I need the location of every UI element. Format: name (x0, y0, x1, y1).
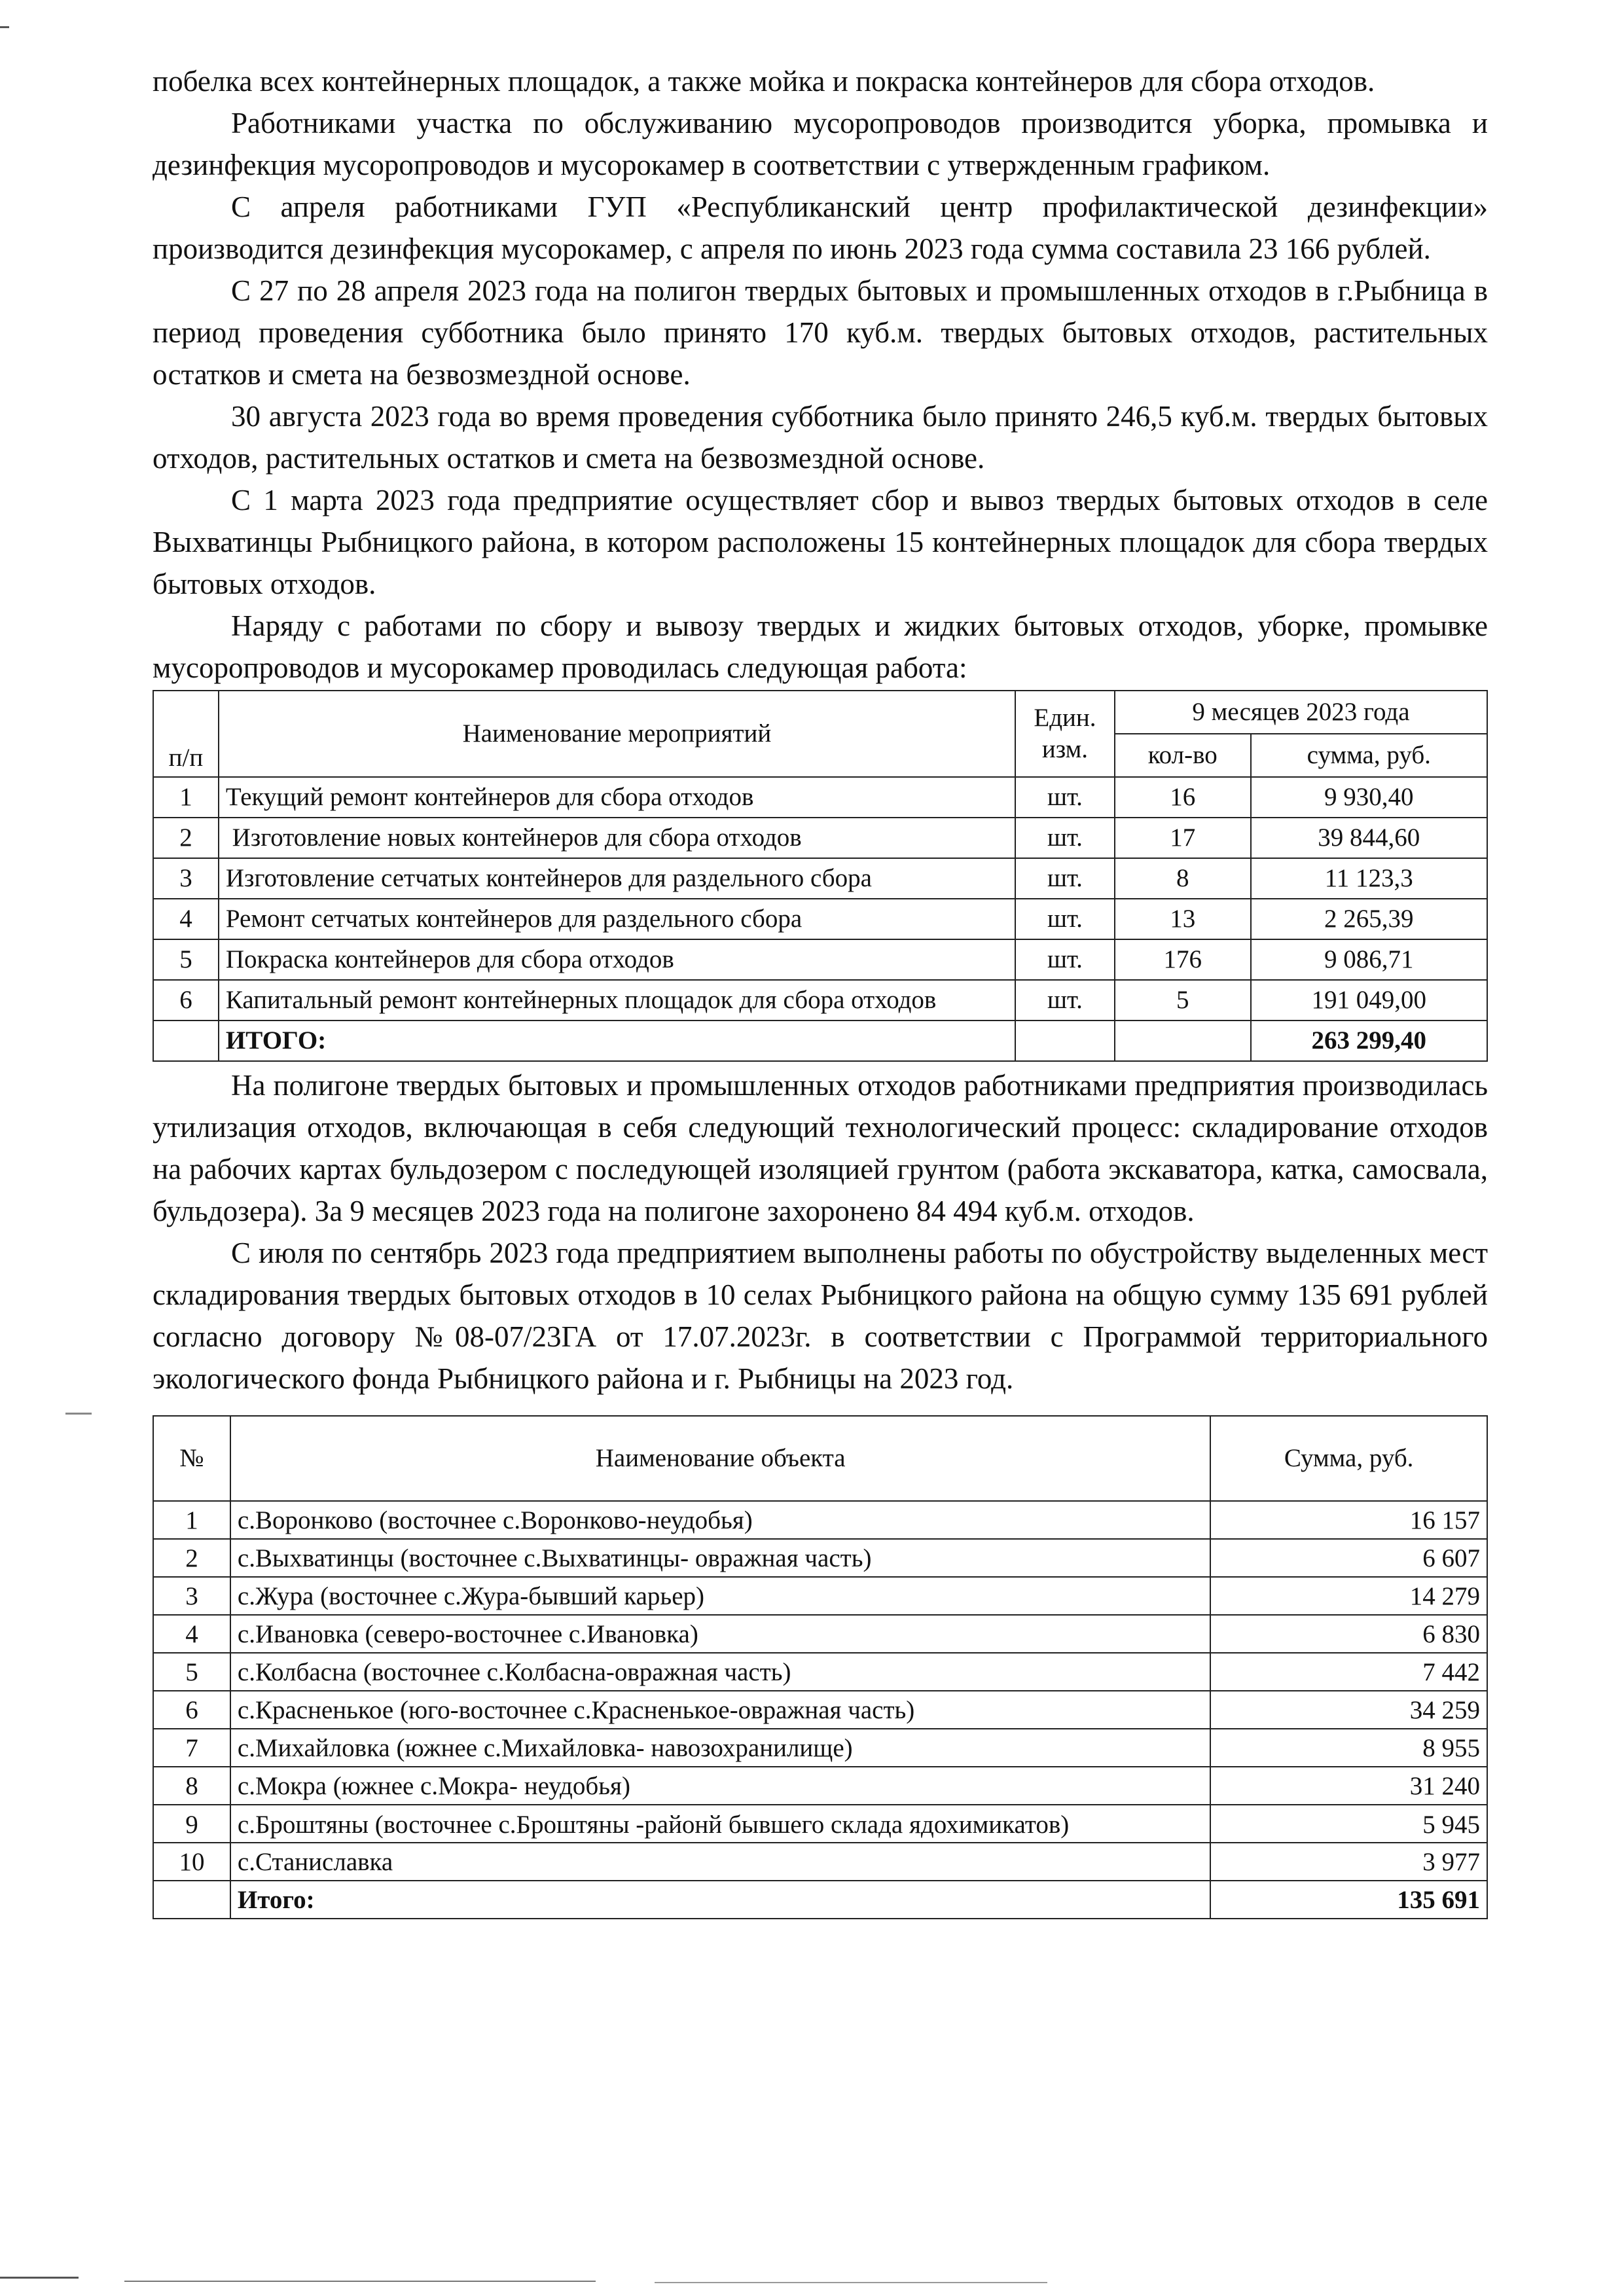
cell-qty: 8 (1115, 858, 1251, 899)
cell-sum: 3 977 (1210, 1843, 1487, 1881)
total-sum: 135 691 (1210, 1881, 1487, 1919)
header-sum: Сумма, руб. (1210, 1416, 1487, 1501)
cell-sum: 14 279 (1210, 1577, 1487, 1615)
cell-name: Капитальный ремонт контейнерных площадок для сбора отходов (219, 980, 1015, 1021)
cell-sum: 7 442 (1210, 1653, 1487, 1691)
table-row (153, 1615, 1487, 1653)
cell-qty: 16 (1115, 777, 1251, 818)
cell-sum: 11 123,3 (1251, 858, 1487, 899)
cell-sum: 9 930,40 (1251, 777, 1487, 818)
activities-table (153, 690, 1488, 1062)
total-row (153, 1881, 1487, 1919)
total-sum: 263 299,40 (1251, 1021, 1487, 1061)
cell-name: Изготовление сетчатых контейнеров для раздельного сбора (219, 858, 1015, 899)
cell-sum: 6 830 (1210, 1615, 1487, 1653)
header-num: № (153, 1416, 230, 1501)
cell-qty: 13 (1115, 899, 1251, 939)
cell-num: 4 (153, 1615, 230, 1653)
cell-sum: 31 240 (1210, 1767, 1487, 1805)
paragraph: Наряду с работами по сбору и вывозу твердых и жидких бытовых отходов, уборке, промывке мусоропроводов и мусорокамер проводилась следующая работа: (153, 609, 1488, 684)
cell-qty: 176 (1115, 939, 1251, 980)
cell-num: 8 (153, 1767, 230, 1805)
cell-name: с.Жура (восточнее с.Жура-бывший карьер) (230, 1577, 1210, 1615)
cell-unit: шт. (1015, 939, 1115, 980)
total-label: ИТОГО: (219, 1021, 1015, 1061)
cell-unit: шт. (1015, 777, 1115, 818)
cell-num: 2 (153, 818, 219, 858)
cell-sum: 16 157 (1210, 1501, 1487, 1539)
cell-unit: шт. (1015, 858, 1115, 899)
cell-num: 1 (153, 777, 219, 818)
header-num: п/п (153, 691, 219, 777)
paragraph: На полигоне твердых бытовых и промышленных отходов работниками предприятия производилась утилизация отходов, включающая в себя следующий технологический процесс: складирование отходов на рабочих картах бульдозером с последующей изоляцией грунтом (работа экскаватора, катка, самосвала, бульдозера). За 9 месяцев 2023 года на полигоне захоронено 84 494 куб.м. отходов. (153, 1069, 1488, 1227)
cell-num: 5 (153, 1653, 230, 1691)
cell-name: с.Мокра (южнее с.Мокра- неудобья) (230, 1767, 1210, 1805)
document-page (153, 60, 1488, 1919)
cell-num: 1 (153, 1501, 230, 1539)
cell-sum: 5 945 (1210, 1805, 1487, 1843)
cell-name: с.Броштяны (восточнее с.Броштяны -районй бывшего склада ядохимикатов) (230, 1805, 1210, 1843)
table-row (153, 1767, 1487, 1805)
paragraph: С апреля работниками ГУП «Республиканский центр профилактической дезинфекции» производится дезинфекция мусорокамер, с апреля по июнь 2023 года сумма составила 23 166 рублей. (153, 190, 1488, 265)
table-row (153, 1805, 1487, 1843)
cell-num: 2 (153, 1539, 230, 1577)
table-row (153, 1691, 1487, 1729)
cell-unit: шт. (1015, 818, 1115, 858)
header-period: 9 месяцев 2023 года (1115, 691, 1487, 734)
paragraph: С 1 марта 2023 года предприятие осуществляет сбор и вывоз твердых бытовых отходов в селе Выхватинцы Рыбницкого района, в котором расположены 15 контейнерных площадок для сбора твердых бытовых отходов. (153, 484, 1488, 600)
cell-unit: шт. (1015, 980, 1115, 1021)
cell-num: 3 (153, 858, 219, 899)
total-row (153, 1021, 1487, 1061)
table-row (153, 1539, 1487, 1577)
cell-num: 3 (153, 1577, 230, 1615)
paragraph: С июля по сентябрь 2023 года предприятием выполнены работы по обустройству выделенных мест складирования твердых бытовых отходов в 10 селах Рыбницкого района на общую сумму 135 691 рублей согласно договору №08-07/23ГА от 17.07.2023г. в соответствии с Программой территориального экологического фонда Рыбницкого района и г. Рыбницы на 2023 год. (153, 1237, 1488, 1395)
table-row (153, 939, 1487, 980)
cell-name: с.Красненькое (юго-восточнее с.Красненькое-овражная часть) (230, 1691, 1210, 1729)
cell-empty (153, 1881, 230, 1919)
cell-qty: 5 (1115, 980, 1251, 1021)
cell-sum: 9 086,71 (1251, 939, 1487, 980)
cell-sum: 34 259 (1210, 1691, 1487, 1729)
paragraph: побелка всех контейнерных площадок, а также мойка и покраска контейнеров для сбора отходов. (153, 65, 1375, 98)
cell-sum: 8 955 (1210, 1729, 1487, 1767)
cell-name: с.Колбасна (восточнее с.Колбасна-овражная часть) (230, 1653, 1210, 1691)
scan-mark (124, 2281, 596, 2282)
cell-num: 5 (153, 939, 219, 980)
cell-empty (1115, 1021, 1251, 1061)
cell-sum: 39 844,60 (1251, 818, 1487, 858)
header-unit: Един. изм. (1015, 691, 1115, 777)
scan-mark (0, 26, 9, 28)
cell-sum: 191 049,00 (1251, 980, 1487, 1021)
cell-num: 6 (153, 980, 219, 1021)
header-sum: сумма, руб. (1251, 734, 1487, 777)
table-row (153, 1577, 1487, 1615)
table-row (153, 818, 1487, 858)
cell-name: Покраска контейнеров для сбора отходов (219, 939, 1015, 980)
cell-name: Изготовление новых контейнеров для сбора отходов (219, 818, 1015, 858)
cell-num: 10 (153, 1843, 230, 1881)
cell-sum: 6 607 (1210, 1539, 1487, 1577)
cell-num: 9 (153, 1805, 230, 1843)
table-row (153, 1653, 1487, 1691)
table-row (153, 1729, 1487, 1767)
cell-name: с.Станиславка (230, 1843, 1210, 1881)
cell-qty: 17 (1115, 818, 1251, 858)
cell-sum: 2 265,39 (1251, 899, 1487, 939)
table-row (153, 1843, 1487, 1881)
cell-name: с.Воронково (восточнее с.Воронково-неудобья) (230, 1501, 1210, 1539)
cell-name: с.Выхватинцы (восточнее с.Выхватинцы- овражная часть) (230, 1539, 1210, 1577)
cell-name: Ремонт сетчатых контейнеров для раздельного сбора (219, 899, 1015, 939)
cell-name: с.Михайловка (южнее с.Михайловка- навозохранилище) (230, 1729, 1210, 1767)
paragraph: Работниками участка по обслуживанию мусоропроводов производится уборка, промывка и дезинфекция мусоропроводов и мусорокамер в соответствии с утвержденным графиком. (153, 107, 1488, 181)
cell-num: 4 (153, 899, 219, 939)
scan-mark (0, 2277, 79, 2279)
cell-unit: шт. (1015, 899, 1115, 939)
objects-table (153, 1415, 1488, 1919)
header-name: Наименование объекта (230, 1416, 1210, 1501)
table-row (153, 777, 1487, 818)
paragraph: С 27 по 28 апреля 2023 года на полигон твердых бытовых и промышленных отходов в г.Рыбница в период проведения субботника было принято 170 куб.м. твердых бытовых отходов, растительных остатков и смета на безвозмездной основе. (153, 274, 1488, 391)
cell-name: с.Ивановка (северо-восточнее с.Ивановка) (230, 1615, 1210, 1653)
paragraph: 30 августа 2023 года во время проведения субботника было принято 246,5 куб.м. твердых бытовых отходов, растительных остатков и смета на безвозмездной основе. (153, 400, 1488, 475)
table-row (153, 858, 1487, 899)
table-row (153, 1501, 1487, 1539)
header-name: Наименование мероприятий (219, 691, 1015, 777)
cell-num: 7 (153, 1729, 230, 1767)
total-label: Итого: (230, 1881, 1210, 1919)
table-row (153, 899, 1487, 939)
cell-empty (1015, 1021, 1115, 1061)
cell-num: 6 (153, 1691, 230, 1729)
cell-empty (153, 1021, 219, 1061)
table-row (153, 980, 1487, 1021)
scan-mark (65, 1413, 92, 1415)
scan-mark (655, 2282, 1047, 2283)
header-qty: кол-во (1115, 734, 1251, 777)
cell-name: Текущий ремонт контейнеров для сбора отходов (219, 777, 1015, 818)
